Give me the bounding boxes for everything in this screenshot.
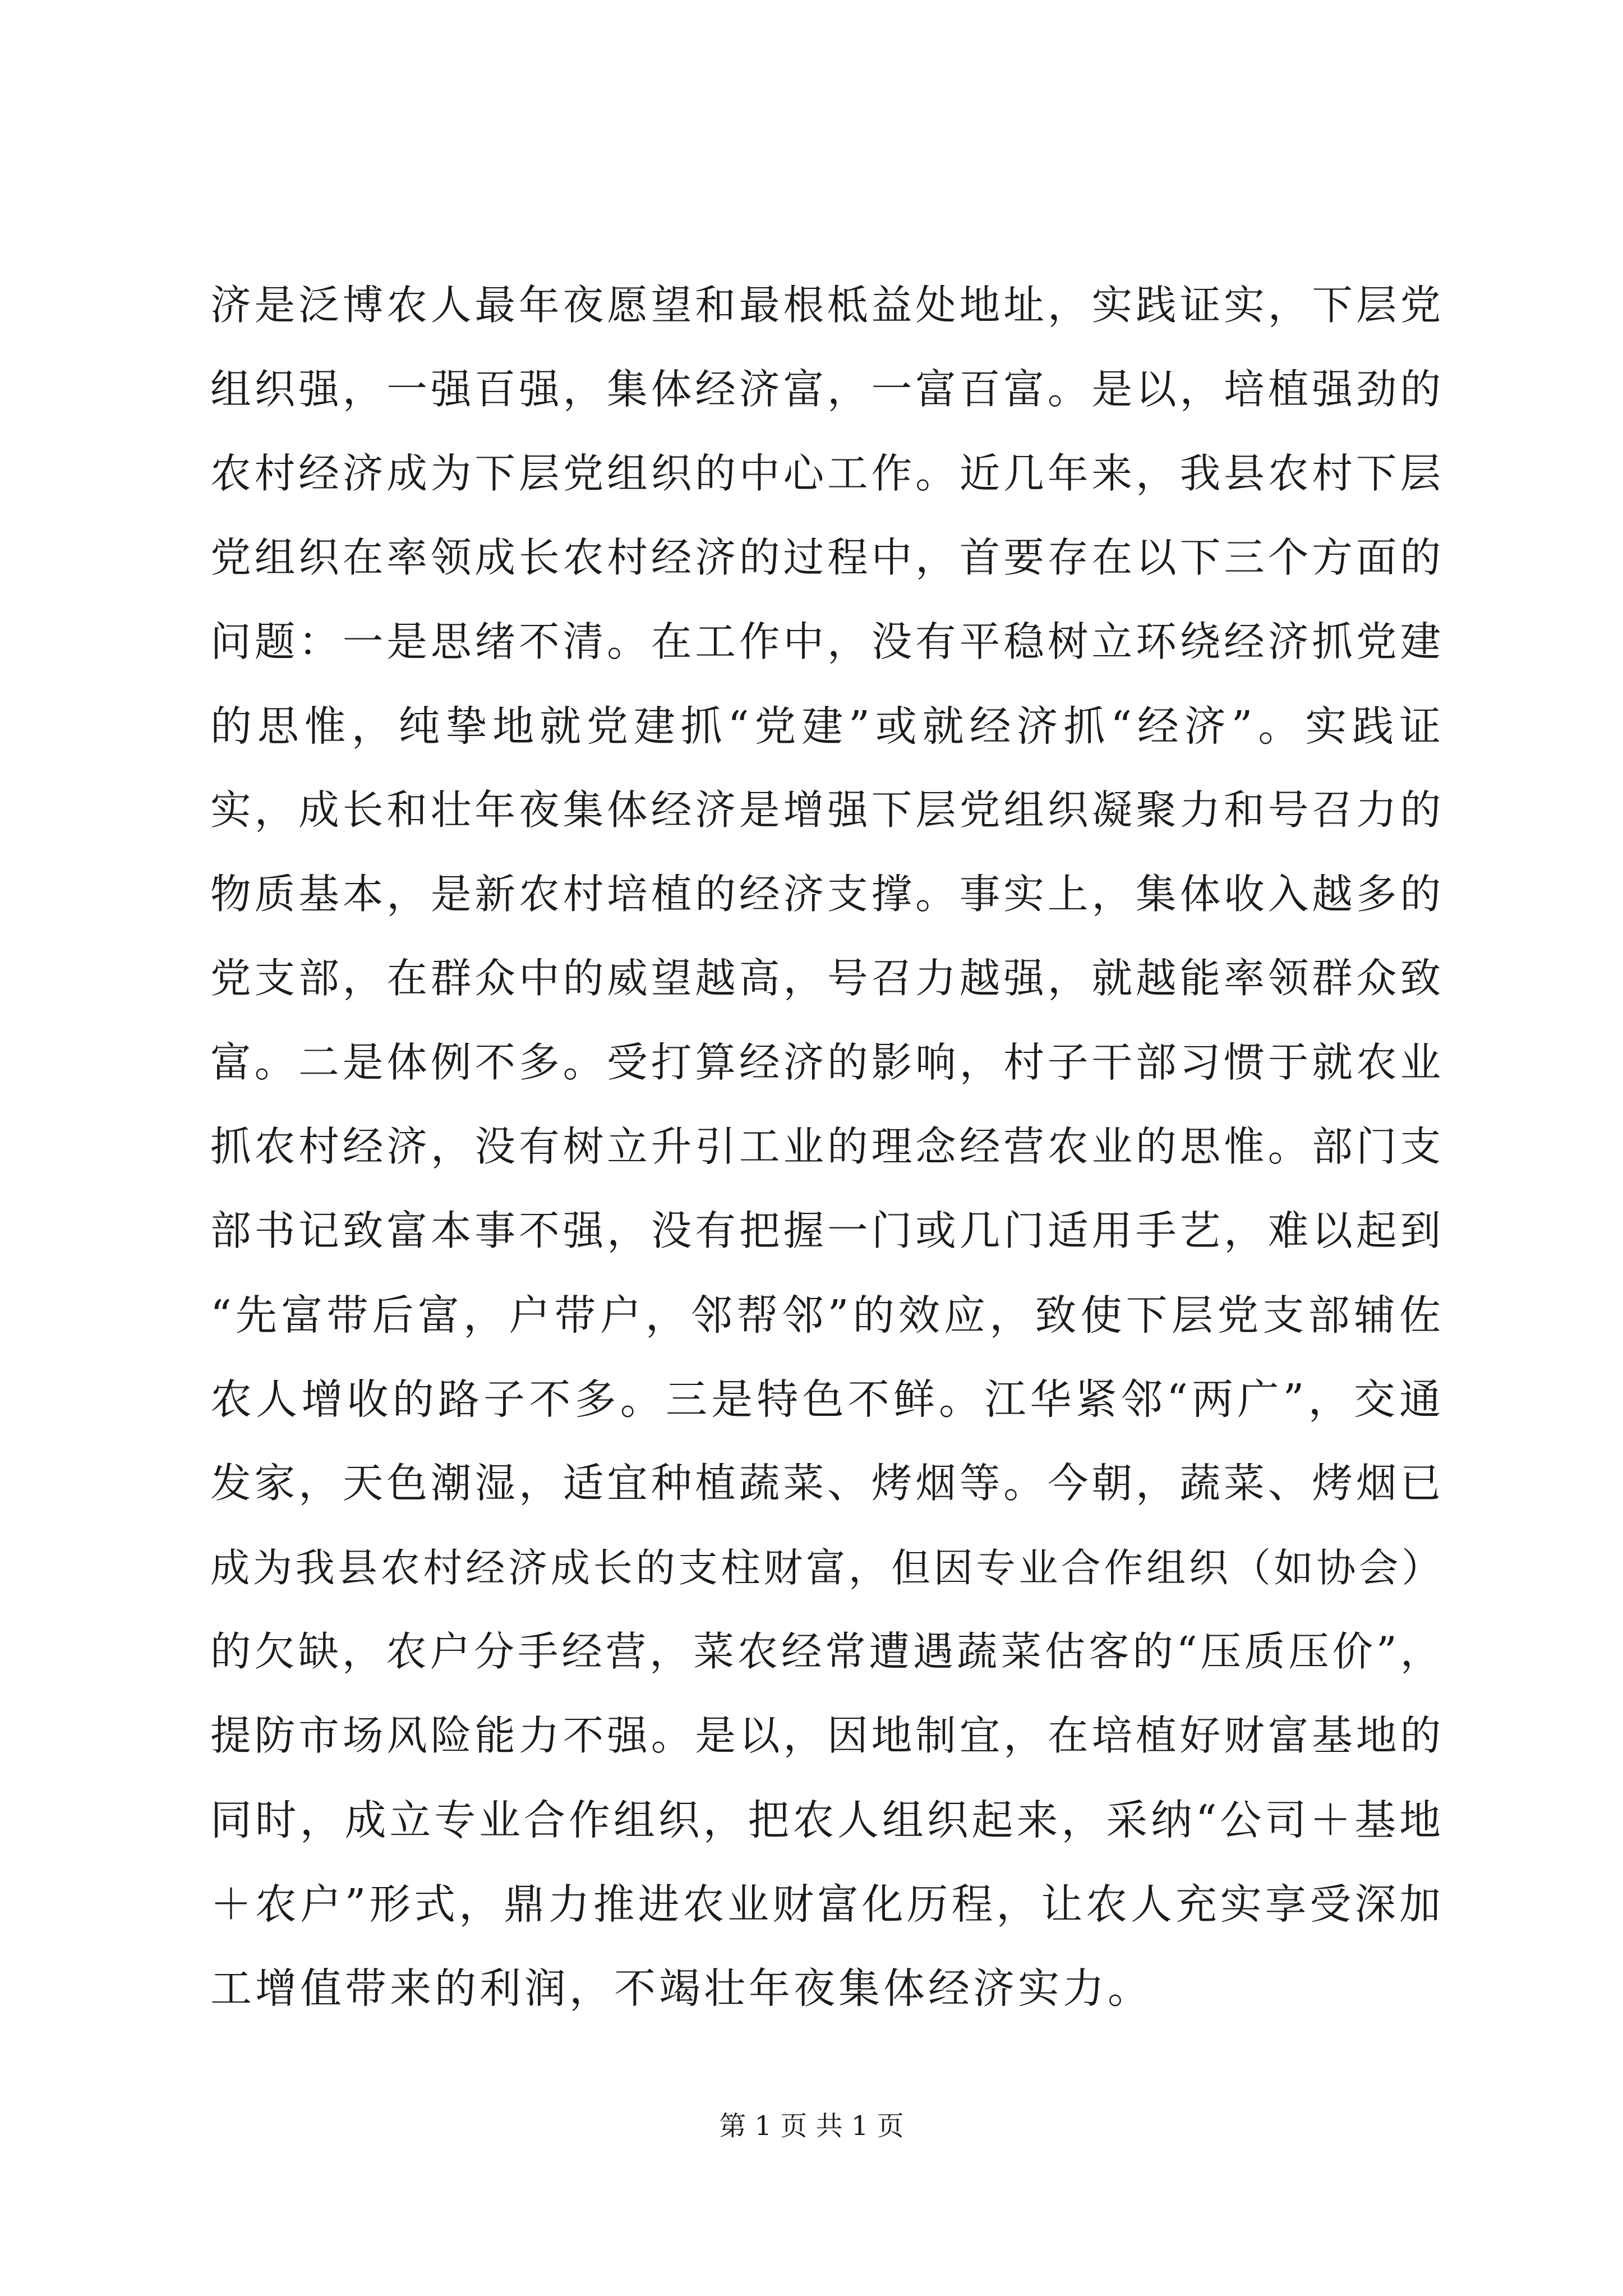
text-line-4: 党组织在率领成长农村经济的过程中，首要存在以下三个方面的 (210, 535, 1444, 582)
text-line-13: “先富带后富，户带户，邻帮邻”的效应，致使下层党支部辅佐 (210, 1291, 1444, 1340)
text-line-20: ＋农户”形式，鼎力推进农业财富化历程，让农人充实享受深加 (210, 1880, 1444, 1929)
text-line-11: 抓农村经济，没有树立升引工业的理念经营农业的思惟。部门支 (210, 1124, 1444, 1171)
text-line-10: 富。二是体例不多。受打算经济的影响，村子干部习惯于就农业 (210, 1039, 1444, 1087)
text-line-16: 成为我县农村经济成长的支柱财富，但因专业合作组织（如协会） (210, 1545, 1444, 1591)
text-line-7: 实，成长和壮年夜集体经济是增强下层党组织凝聚力和号召力的 (210, 787, 1444, 834)
text-line-3: 农村经济成为下层党组织的中心工作。近几年来，我县农村下层 (210, 450, 1444, 498)
text-line-15: 发家，天色潮湿，适宜种植蔬菜、烤烟等。今朝，蔬菜、烤烟已 (210, 1460, 1444, 1507)
text-line-2: 组织强，一强百强，集体经济富，一富百富。是以，培植强劲的 (210, 366, 1444, 413)
page-footer (0, 2109, 1623, 2143)
text-line-8: 物质基本，是新农村培植的经济支撑。事实上，集体收入越多的 (210, 871, 1444, 918)
body-text (210, 264, 1444, 2031)
text-line-6: 的思惟，纯挚地就党建抓“党建”或就经济抓“经济”。实践证 (210, 702, 1444, 751)
text-line-12: 部书记致富本事不强，没有把握一门或几门适用手艺，难以起到 (210, 1208, 1444, 1255)
text-line-17: 的欠缺，农户分手经营，菜农经常遭遇蔬菜估客的“压质压价”， (210, 1628, 1444, 1676)
text-line-19: 同时，成立专业合作组织，把农人组织起来，采纳“公司＋基地 (210, 1796, 1444, 1844)
text-line-14: 农人增收的路子不多。三是特色不鲜。江华紧邻“两广”，交通 (210, 1375, 1444, 1424)
text-line-21: 工增值带来的利润，不竭壮年夜集体经济实力。 (210, 1964, 1152, 2013)
text-line-1: 济是泛博农人最年夜愿望和最根柢益处地址，实践证实，下层党 (210, 282, 1444, 329)
text-line-5: 问题：一是思绪不清。在工作中，没有平稳树立环绕经济抓党建 (210, 619, 1444, 666)
text-line-9: 党支部，在群众中的威望越高，号召力越强，就越能率领群众致 (210, 955, 1444, 1002)
page-number-label: 第 1 页 共 1 页 (719, 2110, 904, 2142)
text-line-18: 提防市场风险能力不强。是以，因地制宜，在培植好财富基地的 (210, 1713, 1444, 1760)
